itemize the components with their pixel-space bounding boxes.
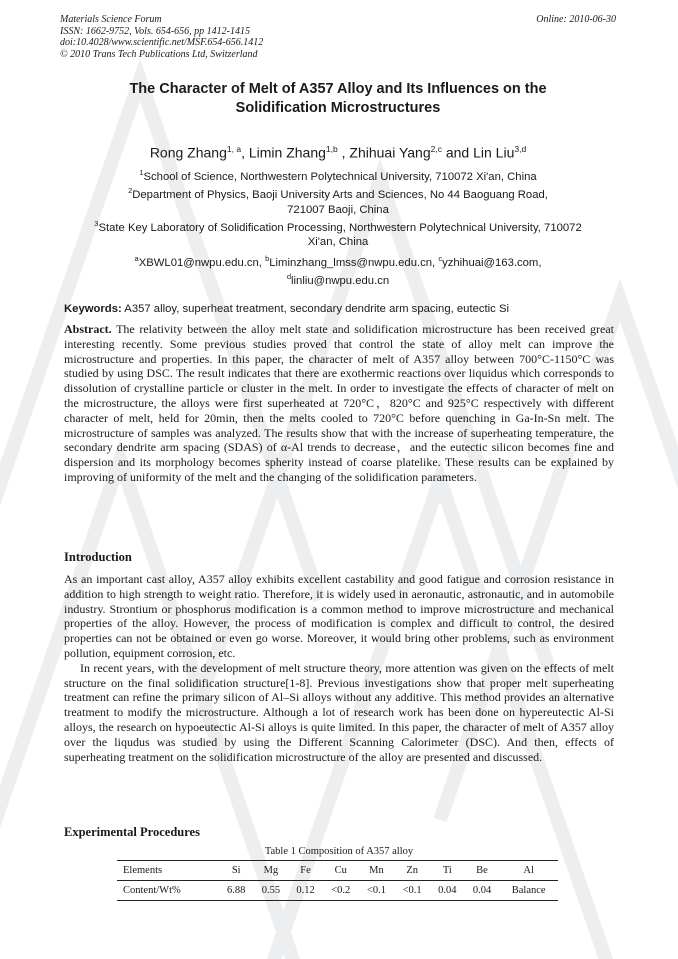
- title-line-1: The Character of Melt of A357 Alloy and Its Influences on the: [129, 81, 547, 97]
- affiliation-text: State Key Laboratory of Solidification Processing, Northwestern Polytechnical University, 710072: [98, 221, 582, 234]
- table-header-cell: Zn: [406, 865, 418, 876]
- email-superscript: a: [134, 254, 139, 263]
- introduction-paragraph-1: As an important cast alloy, A357 alloy exhibits excellent castability and good fatigue and corrosion resistance in addition to high strength to weight ratio. Therefore, it is widely used in aeronautic, astronautic, and in automobile industry. Strontium or phosphorus modification is a common method to improve microstructure and mechanical properties of the alloy. However, the process of modification is complex and difficult to control, the desired properties can not be obtained or even go worse. Moreover, it would bring other problems, such as environment pollution, equipment corrosion, etc.: [64, 572, 614, 660]
- table-header-cell: Fe: [300, 865, 311, 876]
- table-header-cell: Elements: [123, 865, 163, 876]
- table-cell: 0.04: [438, 885, 457, 896]
- table-cell: 0.55: [261, 885, 281, 896]
- author-separator: and: [441, 144, 474, 161]
- composition-table: [117, 860, 558, 901]
- keywords: [64, 302, 616, 316]
- journal-name: Materials Science Forum: [60, 14, 162, 25]
- paper-title: [60, 80, 616, 118]
- abstract: [64, 322, 614, 485]
- table-cell: 0.04: [472, 885, 492, 896]
- author-emails: [60, 252, 616, 289]
- author-superscript: 2,c: [430, 144, 442, 154]
- author-name: Lin Liu: [473, 144, 515, 161]
- author-name: Limin Zhang: [248, 144, 326, 161]
- copyright-line: © 2010 Trans Tech Publications Ltd, Switzerland: [60, 48, 258, 60]
- affiliation-1: [60, 166, 616, 184]
- affiliation-3-cont: Xi'an, China: [307, 236, 369, 249]
- author-superscript: 1, a: [226, 144, 242, 154]
- email-line-2: [60, 270, 616, 288]
- abstract-label: Abstract.: [64, 322, 112, 336]
- abstract-text: The relativity between the alloy melt state and solidification microstructure has been received great interesting recently. Some previous studies proved that control the state of alloy melt can improve the microstructure and properties. In this paper, the character of melt of A357 alloy between 700°C-1150°C was studied by using DSC. The result indicates that there are exothermic reactions over liquidus which corresponds to dissolution of crystalline particle or cluster in the melt. In order to investigate the effects of character of melt on the microstructure, the alloys were first superheated at 720°C，820°C and 925°C respectively with different character of melt, held for 20min, then the melts cooled to 720°C before quenching in Ga-In-Sn melt. The microstructure of samples was analyzed. The results show that with the increase of superheating temperature, the secondary dendrite arm spacing (SDAS) of α-Al trends to decrease，and the eutectic silicon becomes fine and dispersion and its morphology becomes spherity instead of coarse platelike. These results can be explained by improving of uniformity of the melt and the changing of the solidification parameters.: [64, 322, 614, 484]
- table-header-cell: Be: [476, 865, 488, 876]
- author-superscript: 3,d: [514, 144, 527, 154]
- introduction-body: [64, 572, 614, 764]
- keywords-label: Keywords:: [64, 303, 122, 315]
- table-header-cell: Si: [231, 865, 241, 876]
- experimental-heading: Experimental Procedures: [64, 825, 200, 839]
- table-cell: Balance: [511, 885, 546, 896]
- author-list: [60, 140, 616, 162]
- affiliation-text: School of Science, Northwestern Polytechnical University, 710072 Xi'an, China: [143, 170, 537, 183]
- email-superscript: b: [265, 254, 270, 263]
- table-header-cell: Cu: [334, 865, 347, 876]
- email-link[interactable]: yzhihuai@163.com,: [442, 256, 542, 269]
- author-name: Rong Zhang: [149, 144, 227, 161]
- issn-line: ISSN: 1662-9752, Vols. 654-656, pp 1412-1415: [60, 25, 250, 37]
- introduction-heading: Introduction: [64, 550, 132, 564]
- affiliation-superscript: 2: [128, 186, 133, 196]
- email-link[interactable]: XBWL01@nwpu.edu.cn,: [138, 256, 266, 269]
- keywords-text: A357 alloy, superheat treatment, secondary dendrite arm spacing, eutectic Si: [121, 303, 510, 315]
- author-name: Zhihuai Yang: [349, 144, 431, 161]
- affiliation-superscript: 1: [139, 168, 144, 177]
- table-cell: <0.1: [366, 885, 386, 896]
- table-row: [117, 881, 558, 901]
- table-cell: <0.1: [402, 885, 422, 896]
- table-header-cell: Mg: [263, 865, 279, 876]
- table-header-cell: Ti: [442, 865, 452, 876]
- journal-header: [60, 14, 616, 60]
- title-line-2: Solidification Microstructures: [235, 100, 441, 116]
- table-cell: 0.12: [296, 885, 315, 896]
- author-separator: ,: [241, 144, 249, 161]
- affiliation-2-cont: 721007 Baoji, China: [287, 203, 389, 216]
- email-link[interactable]: linliu@nwpu.edu.cn: [291, 275, 390, 288]
- email-line-1: [60, 252, 616, 270]
- email-superscript: d: [286, 272, 292, 282]
- table-header-cell: Mn: [369, 865, 384, 876]
- online-date: Online: 2010-06-30: [536, 14, 616, 25]
- affiliation-2: [60, 184, 616, 202]
- table-cell: 6.88: [227, 885, 246, 896]
- author-separator: ,: [337, 144, 350, 161]
- email-link[interactable]: Liminzhang_lmss@nwpu.edu.cn,: [269, 256, 439, 269]
- introduction-paragraph-2: In recent years, with the development of melt structure theory, more attention was given on the effects of melt structure on the final solidification structure[1-8]. Previous investigations show that proper melt superheating treatment can refine the primary silicon of Al–Si alloys without any additive. This method provides an alternative treatment to modify the microstructure. Although a lot of research work has been done on hypereutectic Al-Si alloys, the research on hypoeutectic Al-Si alloys is quite limited. In this paper, the character of melt of A357 alloy over the liqudus was studied by using the Different Scanning Calorimeter (DSC). And then, effects of superheating treatment on the solidification microstructure of the alloy are presented and discussed.: [64, 660, 614, 764]
- doi-line: doi:10.4028/www.scientific.net/MSF.654-656.1412: [60, 37, 264, 48]
- table-caption: Table 1 Composition of A357 alloy: [264, 846, 414, 857]
- affiliation-3: [60, 217, 616, 235]
- table-header-cell: Al: [523, 865, 534, 876]
- author-superscript: 1,b: [325, 144, 338, 154]
- affiliation-text: Department of Physics, Baoji University Arts and Sciences, No 44 Baoguang Road,: [132, 189, 548, 202]
- table-header-row: [117, 861, 558, 881]
- table-cell: <0.2: [331, 885, 351, 896]
- table-cell: Content/Wt%: [123, 885, 181, 896]
- affiliations: [60, 166, 616, 250]
- affiliation-superscript: 3: [94, 219, 99, 229]
- email-superscript: c: [438, 254, 443, 263]
